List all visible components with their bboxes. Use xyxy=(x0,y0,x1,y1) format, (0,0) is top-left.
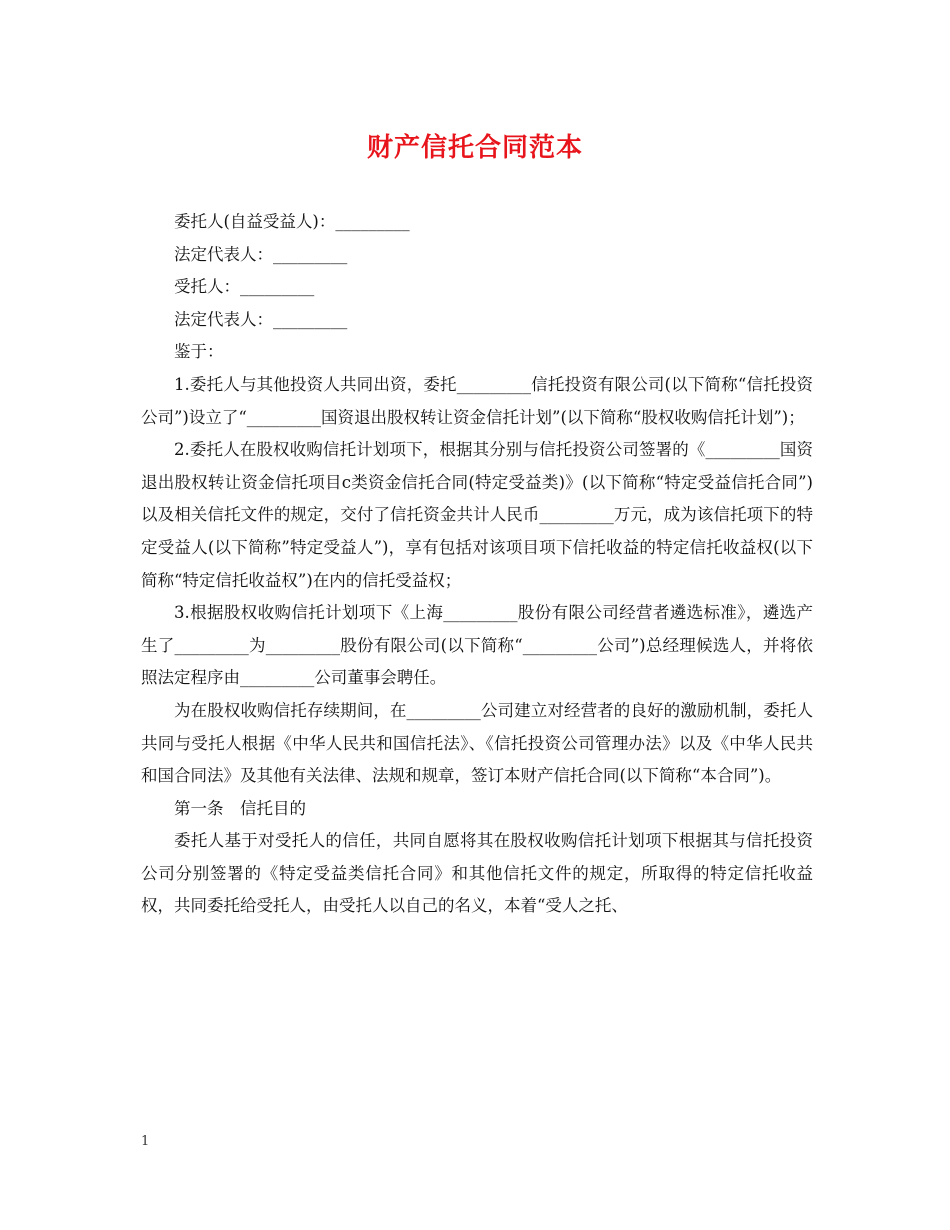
article-1-heading: 第一条 信托目的 xyxy=(174,798,306,818)
paragraph-purpose-intro: 为在股权收购信托存续期间，在_________公司建立对经营者的良好的激励机制，委托人共同与受托人根据《中华人民共和国信托法》、《信托投资公司管理办法》以及《中华人民共和国合同法》及其他有关法律、法规和规章，签订本财产信托合同(以下简称“本合同”)。 xyxy=(141,700,813,786)
paragraph-trustor-legal-rep: 法定代表人：_________ xyxy=(174,244,348,264)
contract-body xyxy=(141,206,813,923)
paragraph-recital-3: 3.根据股权收购信托计划项下《上海_________股份有限公司经营者遴选标准》，遴选产生了_________为_________股份有限公司(以下简称“_________公司”)总经理候选人，并将依照法定程序由_________公司董事会聘任。 xyxy=(141,603,813,688)
paragraph-whereas: 鉴于： xyxy=(174,342,224,362)
paragraph-trustee-legal-rep: 法定代表人：_________ xyxy=(174,309,348,329)
document-title: 财产信托合同范本 xyxy=(366,133,583,163)
paragraph-trustor: 委托人(自益受益人)：_________ xyxy=(174,212,410,231)
page-number: 1 xyxy=(141,1134,150,1149)
paragraph-trustee: 受托人：_________ xyxy=(174,277,315,297)
paragraph-recital-2: 2.委托人在股权收购信托计划项下，根据其分别与信托投资公司签署的《_________国资退出股权转让资金信托项目c类资金信托合同(特定受益类)》(以下简称“特定受益信托合同”)以及相关信托文件的规定，交付了信托资金共计人民币_________万元，成为该信托项下的特定受益人(以下简称”特定受益人”)，享有包括对该项目项下信托收益的特定信托收益权(以下简称“特定信托收益权”)在内的信托受益权； xyxy=(141,440,813,590)
article-1-text: 委托人基于对受托人的信任，共同自愿将其在股权收购信托计划项下根据其与信托投资公司分别签署的《特定受益类信托合同》和其他信托文件的规定，所取得的特定信托收益权，共同委托给受托人，由受托人以自己的名义，本着“受人之托、 xyxy=(141,831,813,916)
paragraph-recital-1: 1.委托人与其他投资人共同出资，委托_________信托投资有限公司(以下简称“信托投资公司”)设立了“_________国资退出股权转让资金信托计划”(以下简称“股权收购信托计划”)； xyxy=(141,374,813,427)
